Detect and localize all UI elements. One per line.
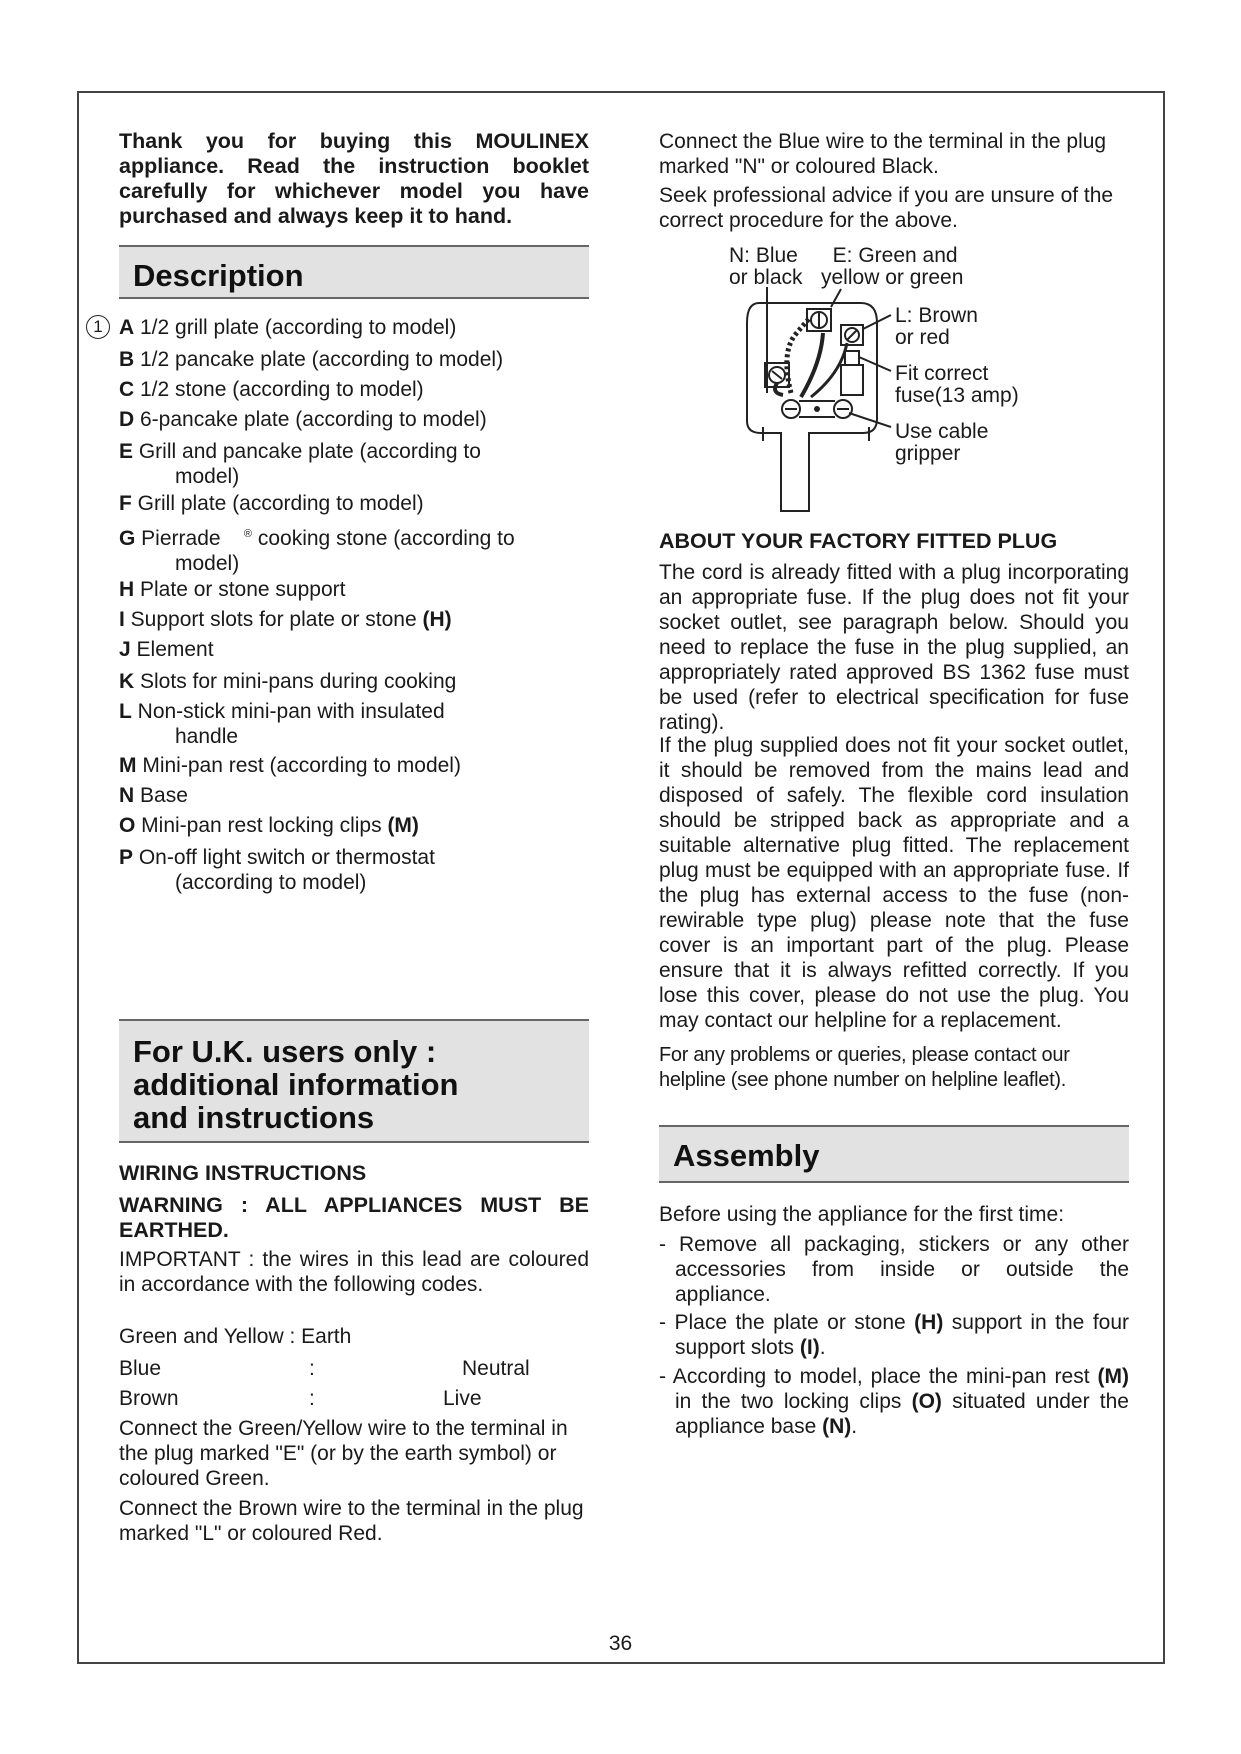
assembly-intro: Before using the appliance for the first time: [659, 1203, 1065, 1226]
list-item: O Mini-pan rest locking clips (M) [119, 814, 419, 837]
fuse [845, 351, 859, 365]
label-neutral: N: Blue or black [729, 244, 803, 289]
description-header [119, 245, 589, 299]
assembly-title: Assembly [673, 1138, 820, 1173]
list-item: M Mini-pan rest (according to model) [119, 754, 461, 777]
label-live: L: Brown or red [895, 304, 978, 349]
wiring-heading: WIRING INSTRUCTIONS [119, 1161, 367, 1185]
label-cable-gripper: Use cable gripper [895, 420, 989, 465]
assembly-step-3: - According to model, place the mini-pan rest (M) in the two locking clips (O) situated under the appliance base (N). [659, 1365, 1129, 1438]
assembly-header [659, 1125, 1129, 1183]
list-item: P On-off light switch or thermostat (according to model) [119, 846, 435, 894]
list-item: G Pierrade ® cooking stone (according to model) [119, 527, 515, 575]
list-item: 1 A 1/2 grill plate (according to model) [119, 315, 589, 340]
list-item: H Plate or stone support [119, 578, 346, 601]
factory-paragraph-2: If the plug supplied does not fit your socket outlet, it should be removed from the mains lead and disposed of safely. The flexible cord insulation should be stripped back as appropriate and a suitable alternative plug fitted. The replacement plug must be equipped with an appropriate fuse. If the plug has external access to the fuse (non-rewirable type plug) please note that the fuse cover is an important part of the plug. Please ensure that it is always refitted correctly. If you lose this cover, please do not use the plug. You may contact our helpline for a replacement. [659, 734, 1129, 1032]
factory-paragraph-3: For any problems or queries, please contact our helpline (see phone number on helpline leaflet). [659, 1044, 1070, 1091]
label-fuse: Fit correct fuse(13 amp) [895, 362, 1019, 407]
uk-title: For U.K. users only : additional information and instructions [133, 1034, 459, 1135]
intro-text: Thank you for buying this MOULINEX appliance. Read the instruction booklet carefully for whichever model you have purchased and always keep it to hand. [119, 129, 589, 228]
plug-drawing [719, 243, 1079, 543]
page-frame [77, 91, 1165, 1664]
important-text: IMPORTANT : the wires in this lead are coloured in accordance with the following codes. [119, 1248, 589, 1296]
code-brown: Brown : Live [119, 1387, 482, 1410]
factory-heading: ABOUT YOUR FACTORY FITTED PLUG [659, 529, 1058, 553]
list-item: K Slots for mini-pans during cooking [119, 670, 457, 693]
assembly-step-2: - Place the plate or stone (H) support in the four support slots (I). [659, 1311, 1130, 1359]
seek-advice-text: Seek professional advice if you are unsure of the correct procedure for the above. [659, 184, 1114, 232]
plug-wiring-diagram [719, 243, 1079, 543]
list-item: C 1/2 stone (according to model) [119, 378, 424, 401]
list-item: F Grill plate (according to model) [119, 492, 424, 515]
description-title: Description [133, 258, 304, 293]
list-item: B 1/2 pancake plate (according to model) [119, 348, 504, 371]
label-earth: E: Green and yellow or green [821, 244, 964, 289]
code-earth: Green and Yellow : Earth [119, 1325, 352, 1348]
assembly-step-1: - Remove all packaging, stickers or any other accessories from inside or outside the appliance. [659, 1233, 1129, 1306]
factory-paragraph-1: The cord is already fitted with a plug incorporating an appropriate fuse. If the plug does not fit your socket outlet, see paragraph below. Should you need to replace the fuse in the plug supplied, an appropriately rated approved BS 1362 fuse must be used (refer to electrical specification for fuse rating). [659, 561, 1129, 734]
uk-header [119, 1019, 589, 1143]
code-blue: Blue : Neutral [119, 1357, 530, 1380]
list-item: J Element [119, 638, 214, 661]
figure-number-badge: 1 [86, 315, 110, 339]
connect-green-text: Connect the Green/Yellow wire to the terminal in the plug marked "E" (or by the earth symbol) or coloured Green. [119, 1417, 568, 1490]
warning-text: WARNING : ALL APPLIANCES MUST BE EARTHED. [119, 1193, 589, 1242]
connect-blue-text: Connect the Blue wire to the terminal in the plug marked "N" or coloured Black. [659, 130, 1107, 178]
list-item: L Non-stick mini-pan with insulated handle [119, 700, 445, 748]
list-item: N Base [119, 784, 188, 807]
list-item: I Support slots for plate or stone (H) [119, 608, 452, 631]
connect-brown-text: Connect the Brown wire to the terminal in the plug marked "L" or coloured Red. [119, 1497, 584, 1545]
list-item: D 6-pancake plate (according to model) [119, 408, 487, 431]
page-number: 36 [608, 1632, 633, 1655]
list-item: E Grill and pancake plate (according to model) [119, 440, 481, 488]
